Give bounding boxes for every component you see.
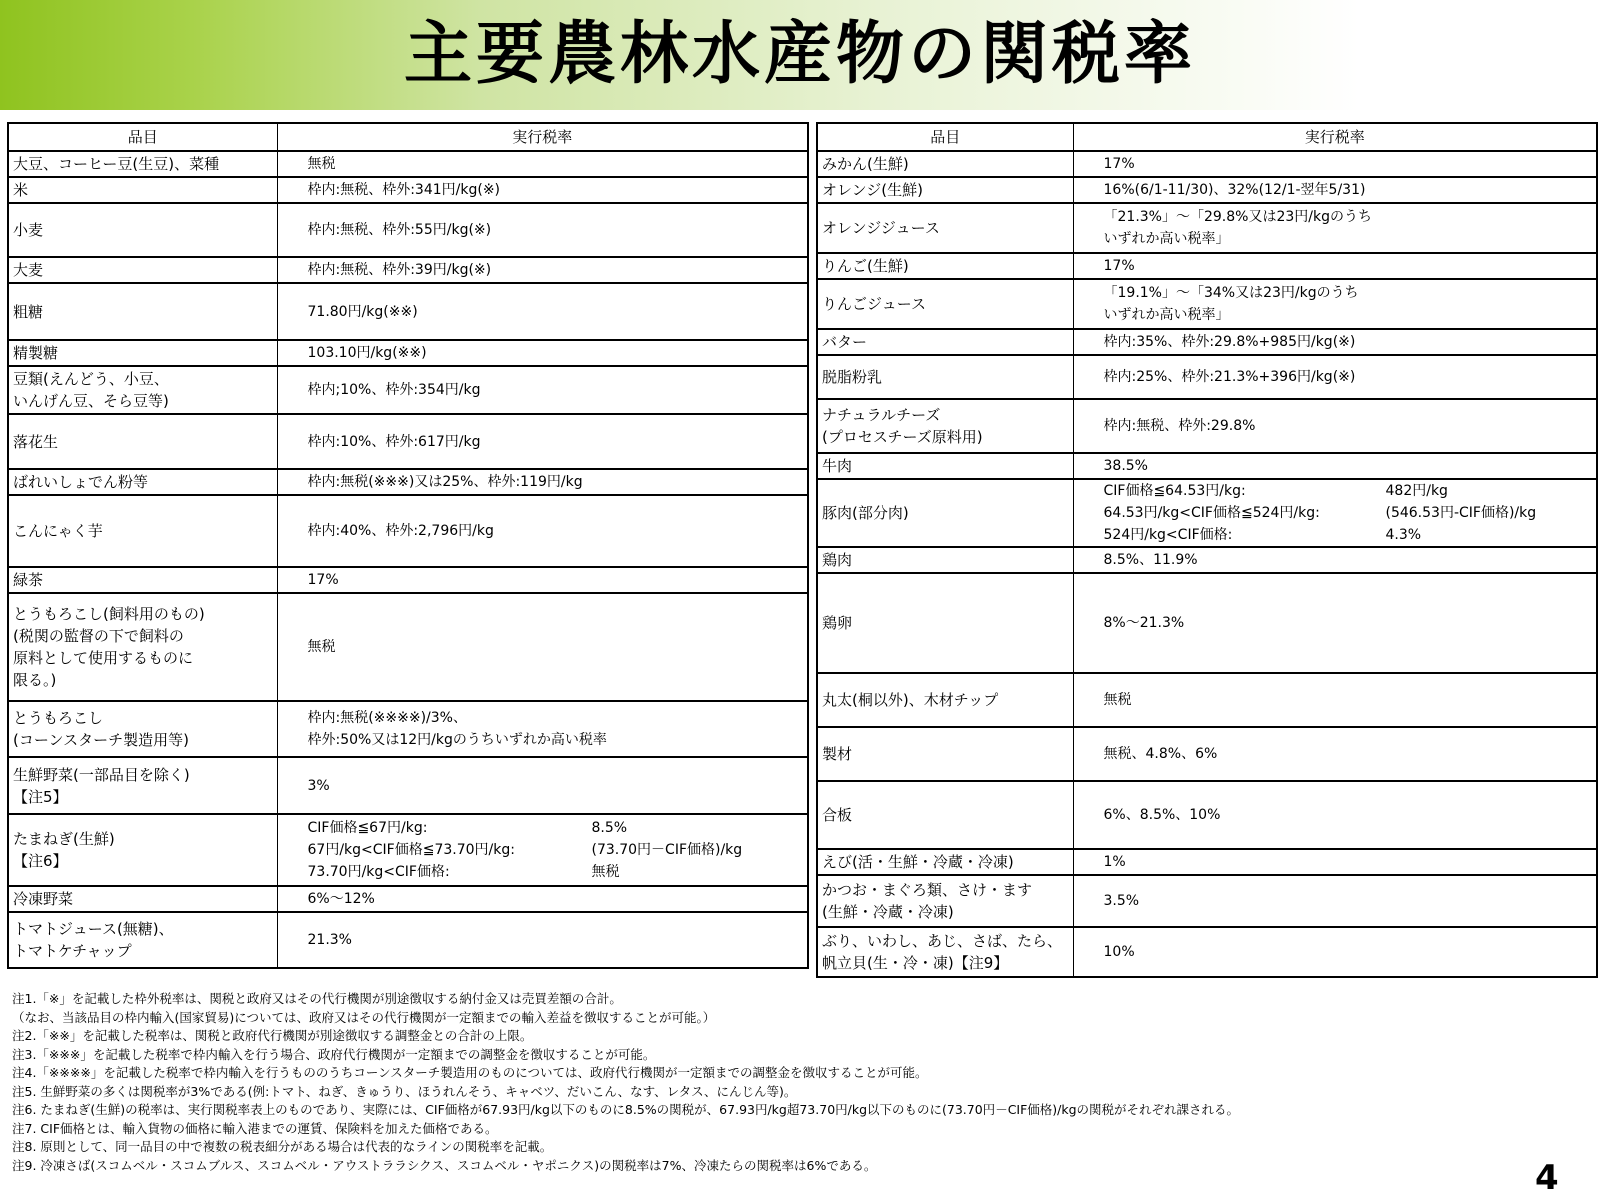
rate-value: 無税 (591, 864, 620, 880)
rate-condition: 73.70円/kg<CIF価格: (307, 864, 450, 880)
rate-cell (1073, 479, 1597, 547)
item-cell: とうもろこし(飼料用のもの) (税関の監督の下で飼料の 原料として使用するものに 限る。) (8, 593, 277, 701)
table-row (817, 399, 1597, 453)
item-cell: たまねぎ(生鮮) 【注6】 (8, 814, 277, 886)
rate-condition: CIF価格≦67円/kg: (307, 820, 428, 836)
footnote: 注9. 冷凍さば(スコムベル・スコムブルス、スコムベル・アウストララシクス、スコムベル・ヤポニクス)の関税率は7%、冷凍たらの関税率は6%である。 (12, 1157, 877, 1173)
rate-cell (277, 814, 808, 886)
table-row (8, 495, 808, 567)
item-cell: 合板 (817, 781, 1073, 849)
rate-condition: 67円/kg<CIF価格≦73.70円/kg: (307, 842, 515, 858)
page-title: 主要農林水産物の関税率 (403, 15, 1196, 94)
table-header-row (8, 123, 808, 151)
table-row (8, 257, 808, 283)
table-row (817, 355, 1597, 399)
table-row (817, 279, 1597, 329)
item-cell: バター (817, 329, 1073, 355)
table-row (8, 151, 808, 177)
item-cell: 豆類(えんどう、小豆、 いんげん豆、そら豆等) (8, 366, 277, 414)
item-cell: 豚肉(部分肉) (817, 479, 1073, 547)
column-header-item: 品目 (817, 123, 1073, 151)
item-cell: みかん(生鮮) (817, 151, 1073, 177)
rate-cell: 6%～12% (277, 886, 808, 912)
rate-line (1104, 524, 1593, 546)
rate-cell: 「19.1%」～「34%又は23円/kgのうち いずれか高い税率」 (1073, 279, 1597, 329)
rate-condition: 524円/kg<CIF価格: (1103, 527, 1233, 543)
rate-value: 8.5% (591, 820, 628, 836)
item-cell: 鶏卵 (817, 573, 1073, 673)
table-row (8, 283, 808, 340)
rate-value: 482円/kg (1385, 483, 1448, 499)
table-row (817, 253, 1597, 279)
rate-cell: 1% (1073, 849, 1597, 875)
item-cell: かつお・まぐろ類、さけ・ます (生鮮・冷蔵・冷凍) (817, 875, 1073, 927)
item-cell: オレンジジュース (817, 203, 1073, 253)
item-cell: 脱脂粉乳 (817, 355, 1073, 399)
rate-cell: 枠内:無税(※※※)又は25%、枠外:119円/kg (277, 469, 808, 495)
item-cell: 丸太(桐以外)、木材チップ (817, 673, 1073, 727)
item-cell: 緑茶 (8, 567, 277, 593)
rate-cell: 枠内:無税(※※※※)/3%、 枠外:50%又は12円/kgのうちいずれか高い税率 (277, 701, 808, 757)
rate-cell: 枠内;10%、枠外:354円/kg (277, 366, 808, 414)
rate-value: (73.70円－CIF価格)/kg (591, 842, 743, 858)
item-cell: 製材 (817, 727, 1073, 781)
table-row (8, 814, 808, 886)
item-cell: 小麦 (8, 203, 277, 257)
table-row (8, 414, 808, 469)
table-row (817, 927, 1597, 977)
rate-cell: 枠内:無税、枠外:39円/kg(※) (277, 257, 808, 283)
item-cell: 冷凍野菜 (8, 886, 277, 912)
item-cell: 落花生 (8, 414, 277, 469)
item-cell: 精製糖 (8, 340, 277, 366)
footnote: 注5. 生鮮野菜の多くは関税率が3%である(例:トマト、ねぎ、きゅうり、ほうれんそう、キャベツ、だいこん、なす、レタス、にんじん等)。 (12, 1083, 797, 1099)
table-row (817, 453, 1597, 479)
table-row (8, 469, 808, 495)
footnote: 注1.「※」を記載した枠外税率は、関税と政府又はその代行機関が別途徴収する納付金又は売買差額の合計。 (12, 991, 622, 1006)
item-cell: えび(活・生鮮・冷蔵・冷凍) (817, 849, 1073, 875)
column-header-rate: 実行税率 (277, 123, 808, 151)
rate-cell: 枠内:40%、枠外:2,796円/kg (277, 495, 808, 567)
rate-cell: 16%(6/1-11/30)、32%(12/1-翌年5/31) (1073, 177, 1597, 203)
rate-cell: 103.10円/kg(※※) (277, 340, 808, 366)
item-cell: 大豆、コーヒー豆(生豆)、菜種 (8, 151, 277, 177)
rate-cell: 10% (1073, 927, 1597, 977)
rate-cell: 枠内:無税、枠外:55円/kg(※) (277, 203, 808, 257)
tariff-table-right (816, 122, 1598, 978)
table-row (817, 875, 1597, 927)
table-row (8, 701, 808, 757)
rate-cell: 3% (277, 757, 808, 814)
item-cell: 牛肉 (817, 453, 1073, 479)
item-cell: 生鮮野菜(一部品目を除く) 【注5】 (8, 757, 277, 814)
rate-cell: 17% (277, 567, 808, 593)
rate-line (308, 861, 804, 883)
table-row (817, 547, 1597, 573)
item-cell: 米 (8, 177, 277, 203)
item-cell: とうもろこし (コーンスターチ製造用等) (8, 701, 277, 757)
rate-cell: 21.3% (277, 912, 808, 968)
table-row (817, 673, 1597, 727)
table-row (817, 479, 1597, 547)
rate-line (308, 817, 804, 839)
item-cell: オレンジ(生鮮) (817, 177, 1073, 203)
rate-cell: 枠内:10%、枠外:617円/kg (277, 414, 808, 469)
item-cell: ばれいしょでん粉等 (8, 469, 277, 495)
table-row (8, 886, 808, 912)
column-header-item: 品目 (8, 123, 277, 151)
table-row (8, 203, 808, 257)
table-header-row (817, 123, 1597, 151)
footnote: 注8. 原則として、同一品目の中で複数の税表細分がある場合は代表的なラインの関税率を記載。 (12, 1139, 553, 1154)
rate-cell: 38.5% (1073, 453, 1597, 479)
table-row (817, 727, 1597, 781)
footnote: 注3.「※※※」を記載した税率で枠内輸入を行う場合、政府代行機関が一定額までの調整金を徴収することが可能。 (12, 1046, 656, 1062)
rate-cell: 3.5% (1073, 875, 1597, 927)
rate-cell: 無税、4.8%、6% (1073, 727, 1597, 781)
rate-cell: 8.5%、11.9% (1073, 547, 1597, 573)
rate-line (308, 839, 804, 861)
rate-cell: 枠内:無税、枠外:29.8% (1073, 399, 1597, 453)
rate-cell: 枠内:無税、枠外:341円/kg(※) (277, 177, 808, 203)
table-row (817, 177, 1597, 203)
item-cell: トマトジュース(無糖)、 トマトケチャップ (8, 912, 277, 968)
table-row (8, 912, 808, 968)
rate-cell: 17% (1073, 151, 1597, 177)
table-row (8, 757, 808, 814)
rate-cell: 17% (1073, 253, 1597, 279)
table-row (8, 177, 808, 203)
column-header-rate: 実行税率 (1073, 123, 1597, 151)
rate-line (1104, 480, 1593, 502)
rate-cell: 6%、8.5%、10% (1073, 781, 1597, 849)
table-row (817, 329, 1597, 355)
table-row (8, 567, 808, 593)
rate-condition: 64.53円/kg<CIF価格≦524円/kg: (1103, 505, 1320, 521)
footnote: （なお、当該品目の枠内輸入(国家貿易)については、政府又はその代行機関が一定額までの輸入差益を徴収することが可能。） (12, 1009, 716, 1025)
item-cell: 大麦 (8, 257, 277, 283)
table-row (817, 781, 1597, 849)
item-cell: こんにゃく芋 (8, 495, 277, 567)
rate-cell: 8%～21.3% (1073, 573, 1597, 673)
table-row (8, 340, 808, 366)
footnotes (12, 990, 1512, 1175)
table-row (817, 849, 1597, 875)
table-row (8, 593, 808, 701)
rate-cell: 枠内:25%、枠外:21.3%+396円/kg(※) (1073, 355, 1597, 399)
page-number: 4 (1535, 1158, 1559, 1198)
table-row (8, 366, 808, 414)
rate-value: (546.53円-CIF価格)/kg (1385, 505, 1537, 521)
footnote: 注4.「※※※※」を記載した税率で枠内輸入を行うもののうちコーンスターチ製造用のものについては、政府代行機関が一定額までの調整金を徴収することが可能。 (12, 1065, 928, 1080)
rate-cell: 無税 (277, 593, 808, 701)
footnote: 注6. たまねぎ(生鮮)の税率は、実行関税率表上のものであり、実際には、CIF価格が67.93円/kg以下のものに8.5%の関税が、67.93円/kg超73.70円/kg以下のものに(73.70円－CIF価格)/kgの関税がそれぞれ課される。 (12, 1102, 1240, 1117)
item-cell: りんご(生鮮) (817, 253, 1073, 279)
table-row (817, 573, 1597, 673)
rate-line (1104, 502, 1593, 524)
footnote: 注7. CIF価格とは、輸入貨物の価格に輸入港までの運賃、保険料を加えた価格である。 (12, 1120, 498, 1136)
rate-value: 4.3% (1385, 527, 1422, 543)
item-cell: 粗糖 (8, 283, 277, 340)
tariff-table-left (7, 122, 809, 969)
footnote: 注2.「※※」を記載した税率は、関税と政府代行機関が別途徴収する調整金との合計の上限。 (12, 1028, 533, 1043)
table-row (817, 151, 1597, 177)
item-cell: ぶり、いわし、あじ、さば、たら、 帆立貝(生・冷・凍)【注9】 (817, 927, 1073, 977)
rate-cell: 「21.3%」～「29.8%又は23円/kgのうち いずれか高い税率」 (1073, 203, 1597, 253)
item-cell: ナチュラルチーズ (プロセスチーズ原料用) (817, 399, 1073, 453)
item-cell: 鶏肉 (817, 547, 1073, 573)
rate-cell: 無税 (1073, 673, 1597, 727)
item-cell: りんごジュース (817, 279, 1073, 329)
rate-cell: 71.80円/kg(※※) (277, 283, 808, 340)
table-row (817, 203, 1597, 253)
rate-cell: 無税 (277, 151, 808, 177)
rate-cell: 枠内:35%、枠外:29.8%+985円/kg(※) (1073, 329, 1597, 355)
rate-condition: CIF価格≦64.53円/kg: (1103, 483, 1246, 499)
